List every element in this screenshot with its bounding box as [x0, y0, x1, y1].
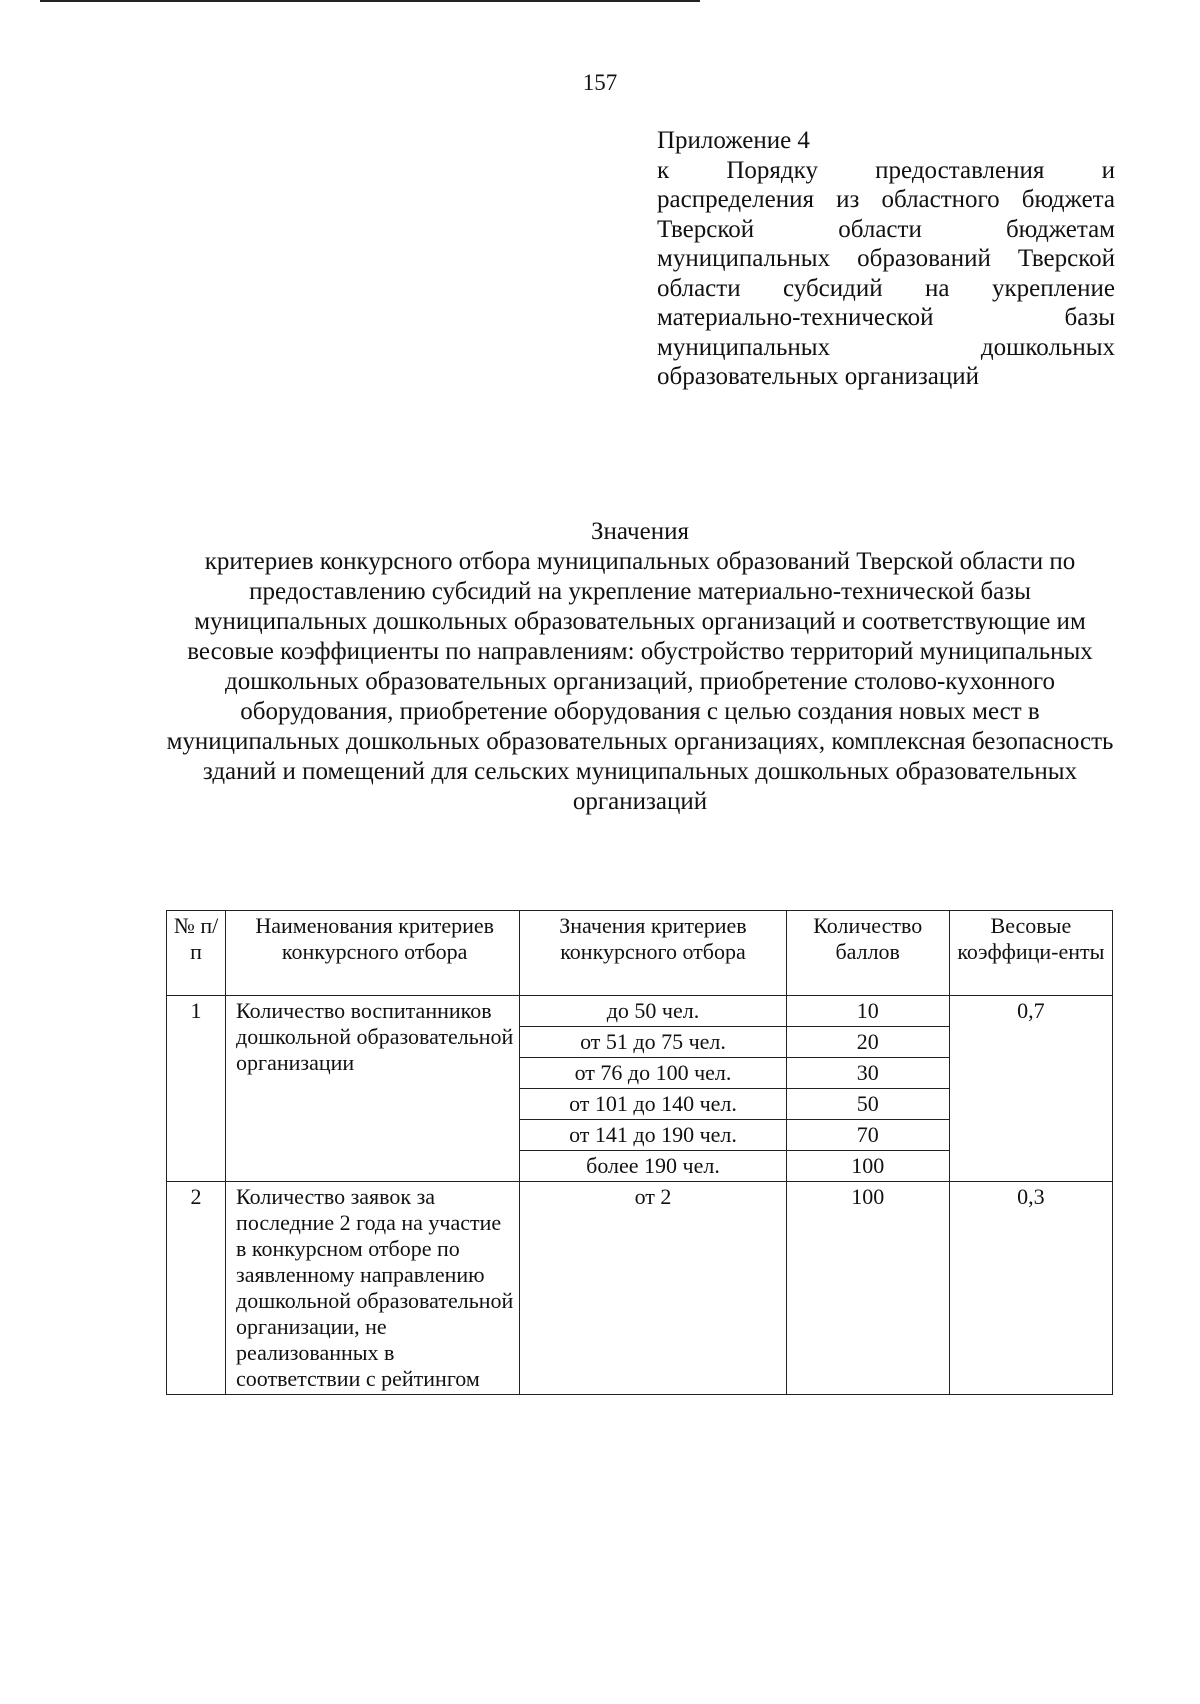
row-name: Количество воспитанников дошкольной образовательной организации [226, 996, 520, 1182]
appendix-title: Приложение 4 [657, 127, 810, 154]
row-points: 100 [786, 1182, 949, 1395]
scan-top-edge [40, 0, 700, 2]
document-title-main: Значения [591, 518, 689, 545]
header-value: Значения критериев конкурсного отбора [520, 911, 786, 996]
row-points: 30 [786, 1058, 949, 1089]
appendix-text: к Порядку предоставления и распределения из областного бюджета Тверской области бюджетам муниципальных образований Тверской области субсидий на укрепление материально-технической базы муниципальных дошкольных образовательных организаций [657, 156, 1115, 390]
header-weight: Весовые коэффици-енты [949, 911, 1112, 996]
row-weight: 0,3 [949, 1182, 1112, 1395]
row-value: от 101 до 140 чел. [520, 1089, 786, 1120]
table-header-row [167, 911, 1113, 996]
row-value: от 76 до 100 чел. [520, 1058, 786, 1089]
appendix-block [657, 126, 1115, 392]
row-num: 2 [167, 1182, 226, 1395]
header-points: Количество баллов [786, 911, 949, 996]
row-value: от 141 до 190 чел. [520, 1120, 786, 1151]
row-value: более 190 чел. [520, 1151, 786, 1182]
row-weight: 0,7 [949, 996, 1112, 1182]
row-points: 10 [786, 996, 949, 1027]
row-value: от 2 [520, 1182, 786, 1395]
document-title-sub: критериев конкурсного отбора муниципальных образований Тверской области по предоставлению субсидий на укрепление материально-технической базы муниципальных дошкольных образовательных организаций и соответствующие им весовые коэффициенты по направлениям: обустройство территорий муниципальных дошкольных образовательных организаций, приобретение столово-кухонного оборудования, приобретение оборудования с целью создания новых мест в муниципальных дошкольных образовательных организациях, комплексная безопасность зданий и помещений для сельских муниципальных дошкольных образовательных организаций [166, 548, 1114, 815]
row-points: 70 [786, 1120, 949, 1151]
page-number: 157 [582, 70, 618, 95]
table-row [167, 1182, 1113, 1395]
row-num: 1 [167, 996, 226, 1182]
table-row [167, 996, 1113, 1027]
row-value: от 51 до 75 чел. [520, 1027, 786, 1058]
row-points: 50 [786, 1089, 949, 1120]
header-name: Наименования критериев конкурсного отбора [226, 911, 520, 996]
header-num: № п/п [167, 911, 226, 996]
row-points: 20 [786, 1027, 949, 1058]
row-name: Количество заявок за последние 2 года на участие в конкурсном отборе по заявленному направлению дошкольной образовательной организации, не реализованных в соответствии с рейтингом [226, 1182, 520, 1395]
criteria-table [166, 910, 1113, 1395]
row-value: до 50 чел. [520, 996, 786, 1027]
row-points: 100 [786, 1151, 949, 1182]
document-title [160, 517, 1120, 817]
